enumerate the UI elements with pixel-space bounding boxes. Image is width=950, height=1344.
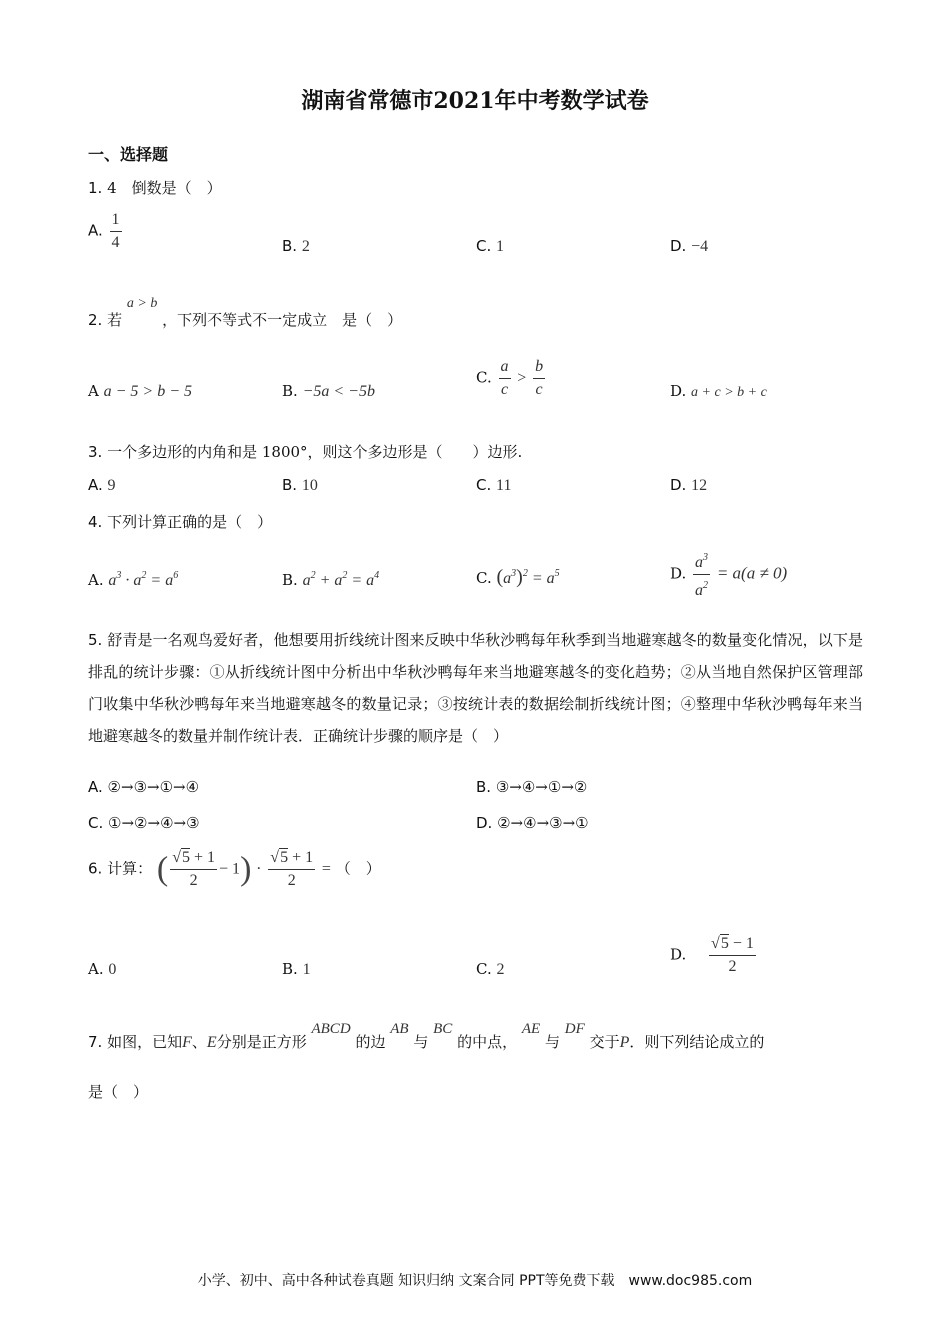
denominator: c bbox=[500, 381, 509, 398]
option-value: ③→④→①→② bbox=[495, 778, 588, 796]
question-text-pre: 计算： bbox=[107, 859, 153, 878]
numerator: $a^3$ bbox=[693, 548, 710, 575]
option-label: D. bbox=[670, 382, 687, 400]
question-text: 交于 bbox=[589, 1033, 620, 1051]
option-expression: $a^3 \cdot a^2 = a^6$ bbox=[108, 570, 179, 589]
minus-one: − 1 bbox=[219, 860, 241, 878]
option-label: D. bbox=[670, 476, 687, 494]
option-3b bbox=[282, 476, 318, 495]
fraction bbox=[170, 848, 217, 891]
option-value: 2 bbox=[496, 961, 505, 978]
question-number: 2. bbox=[88, 311, 103, 329]
question-text: ．则下列结论成立的 bbox=[629, 1033, 765, 1051]
question-text: 的边 bbox=[355, 1033, 386, 1051]
option-expression: a − 5 > b − 5 bbox=[103, 383, 193, 400]
option-5d bbox=[476, 814, 589, 832]
denominator: 4 bbox=[111, 234, 120, 251]
option-5b bbox=[476, 778, 587, 796]
option-6d bbox=[670, 934, 758, 977]
option-3d bbox=[670, 476, 707, 495]
option-value: 10 bbox=[301, 477, 318, 494]
option-value: 0 bbox=[108, 961, 117, 978]
option-6c bbox=[476, 960, 505, 979]
numerator: 1 bbox=[110, 210, 122, 232]
question-text: 、 bbox=[191, 1033, 207, 1051]
option-label: D. bbox=[670, 237, 687, 255]
question-number: 1. bbox=[88, 179, 103, 197]
option-label: A. bbox=[88, 221, 103, 240]
numerator: b bbox=[533, 357, 545, 379]
option-value: 1 bbox=[496, 238, 505, 255]
option-label: B. bbox=[282, 960, 298, 978]
denominator: $a^2$ bbox=[695, 580, 709, 599]
section-heading: 一、选择题 bbox=[88, 145, 169, 164]
option-label: C. bbox=[88, 814, 104, 832]
option-label: D. bbox=[670, 564, 687, 583]
option-2d bbox=[670, 382, 767, 401]
option-label: C. bbox=[476, 476, 492, 494]
option-1c bbox=[476, 237, 504, 256]
segment-name: AE bbox=[521, 1021, 541, 1037]
option-label: A bbox=[88, 382, 99, 400]
denominator: 2 bbox=[728, 958, 737, 975]
option-label: B. bbox=[282, 382, 298, 400]
option-1d bbox=[670, 237, 708, 256]
question-text: 舒青是一名观鸟爱好者，他想要用折线统计图来反映中华秋沙鸭每年秋季到当地避寒越冬的数量变化情况，以下是排乱的统计步骤：①从折线统计图中分析出中华秋沙鸭每年来当地避寒越冬的变化趋势；②从当地自然保护区管理部门收集中华秋沙鸭每年来当地避寒越冬的数量记录；③按统计表的数据绘制折线统计图；④整理中华秋沙鸭每年来当地避寒越冬的数量并制作统计表．正确统计步骤的顺序是（ ） bbox=[88, 631, 863, 745]
segment-name: DF bbox=[564, 1021, 585, 1037]
option-value: 11 bbox=[496, 477, 512, 494]
option-label: B. bbox=[282, 237, 298, 255]
relation: > bbox=[517, 369, 527, 387]
point-label: P bbox=[619, 1034, 630, 1051]
numerator: √5 + 1 bbox=[268, 848, 315, 870]
option-label: C. bbox=[476, 569, 492, 587]
option-label: B. bbox=[282, 571, 298, 589]
dot-operator: · bbox=[256, 860, 262, 878]
footer-advert: 小学、初中、高中各种试卷真题 知识归纳 文案合同 PPT等免费下载 www.doc985.com bbox=[197, 1273, 753, 1289]
option-4d bbox=[670, 548, 787, 601]
option-label: A. bbox=[88, 778, 103, 796]
question-number: 5. bbox=[88, 631, 103, 649]
option-4c bbox=[476, 566, 560, 589]
option-label: A. bbox=[88, 960, 104, 978]
denominator: 2 bbox=[287, 872, 296, 889]
question-text: 的中点， bbox=[457, 1033, 518, 1051]
fraction bbox=[499, 357, 511, 400]
option-value: ①→②→④→③ bbox=[108, 814, 200, 832]
option-value: 1 bbox=[302, 961, 311, 978]
option-expression: a + c > b + c bbox=[691, 385, 767, 400]
option-label: C. bbox=[476, 237, 492, 255]
fraction bbox=[693, 548, 710, 601]
point-label: E bbox=[206, 1034, 217, 1051]
option-2a bbox=[88, 382, 192, 401]
square-name: ABCD bbox=[311, 1021, 351, 1037]
option-label: A. bbox=[88, 476, 103, 494]
question-2 bbox=[88, 296, 402, 336]
question-7 bbox=[88, 1018, 764, 1058]
question-text-pre: 若 bbox=[107, 311, 123, 329]
option-5c bbox=[88, 814, 200, 832]
fraction bbox=[110, 210, 122, 253]
option-label: C. bbox=[476, 960, 492, 978]
option-value: ②→④→③→① bbox=[497, 814, 589, 832]
question-text: 下列计算正确的是（ ） bbox=[107, 513, 273, 531]
option-4b bbox=[282, 570, 379, 590]
question-4 bbox=[88, 512, 272, 532]
numerator: √5 + 1 bbox=[170, 848, 217, 870]
fraction bbox=[268, 848, 315, 891]
option-6b bbox=[282, 960, 311, 979]
question-text: 4 倒数是（ ） bbox=[107, 179, 222, 197]
option-label: B. bbox=[282, 476, 298, 494]
numerator: a bbox=[499, 357, 511, 379]
question-number: 4. bbox=[88, 513, 103, 531]
fraction bbox=[533, 357, 545, 400]
denominator: c bbox=[535, 381, 543, 398]
option-label: D. bbox=[670, 945, 687, 964]
option-2b bbox=[282, 382, 375, 401]
question-text: 分别是正方形 bbox=[216, 1033, 307, 1051]
option-1b bbox=[282, 237, 310, 256]
option-value: 2 bbox=[301, 238, 310, 255]
question-text: 与 bbox=[413, 1033, 429, 1051]
option-value: −4 bbox=[691, 238, 709, 255]
option-5a bbox=[88, 778, 199, 796]
question-3 bbox=[88, 442, 522, 462]
option-6a bbox=[88, 960, 116, 979]
option-3a bbox=[88, 476, 116, 495]
option-expression: $(a^3)^2 = a^5$ bbox=[496, 566, 560, 588]
question-6: 6. 计算： ( $\frac{√5 + 1}{2}$ − 1) · $\frac{√5 + 1}{2}$ = （ ） bbox=[88, 849, 381, 889]
option-3c bbox=[476, 476, 511, 495]
option-expression: −5a < −5b bbox=[302, 383, 375, 400]
option-value: 9 bbox=[107, 477, 116, 494]
fraction bbox=[709, 934, 756, 977]
question-5 bbox=[88, 624, 863, 752]
option-2c bbox=[476, 357, 547, 400]
question-text-post: ，下列不等式不一定成立 是（ ） bbox=[162, 311, 403, 329]
numerator: √5 − 1 bbox=[709, 934, 756, 956]
denominator: 2 bbox=[189, 872, 198, 889]
option-value: 12 bbox=[691, 477, 708, 494]
question-number: 3. bbox=[88, 443, 103, 461]
question-number: 6. bbox=[88, 859, 103, 878]
equals: = bbox=[321, 860, 331, 878]
question-text: 与 bbox=[545, 1033, 561, 1051]
question-text: 如图，已知 bbox=[107, 1033, 183, 1051]
condition: a > b bbox=[126, 296, 158, 311]
segment-name: AB bbox=[390, 1021, 409, 1037]
option-label: B. bbox=[476, 778, 492, 796]
option-label: D. bbox=[476, 814, 493, 832]
question-number: 7. bbox=[88, 1033, 103, 1051]
option-4a bbox=[88, 570, 178, 590]
question-7-line2: 是（ ） bbox=[88, 1083, 149, 1101]
option-label: C. bbox=[476, 368, 492, 387]
option-1a bbox=[88, 210, 124, 253]
page-title: 湖南省常德市2021年中考数学试卷 bbox=[301, 88, 649, 114]
question-text-post: （ ） bbox=[335, 859, 381, 878]
question-text: 一个多边形的内角和是 1800°，则这个多边形是（ ）边形. bbox=[107, 443, 523, 461]
option-expression: $a^2 + a^2 = a^4$ bbox=[302, 570, 380, 589]
option-expression: = a(a ≠ 0) bbox=[716, 563, 788, 583]
option-value: ②→③→①→④ bbox=[107, 778, 200, 796]
point-label: F bbox=[182, 1034, 192, 1051]
option-label: A. bbox=[88, 571, 104, 589]
segment-name: BC bbox=[433, 1021, 453, 1037]
question-1 bbox=[88, 178, 222, 198]
